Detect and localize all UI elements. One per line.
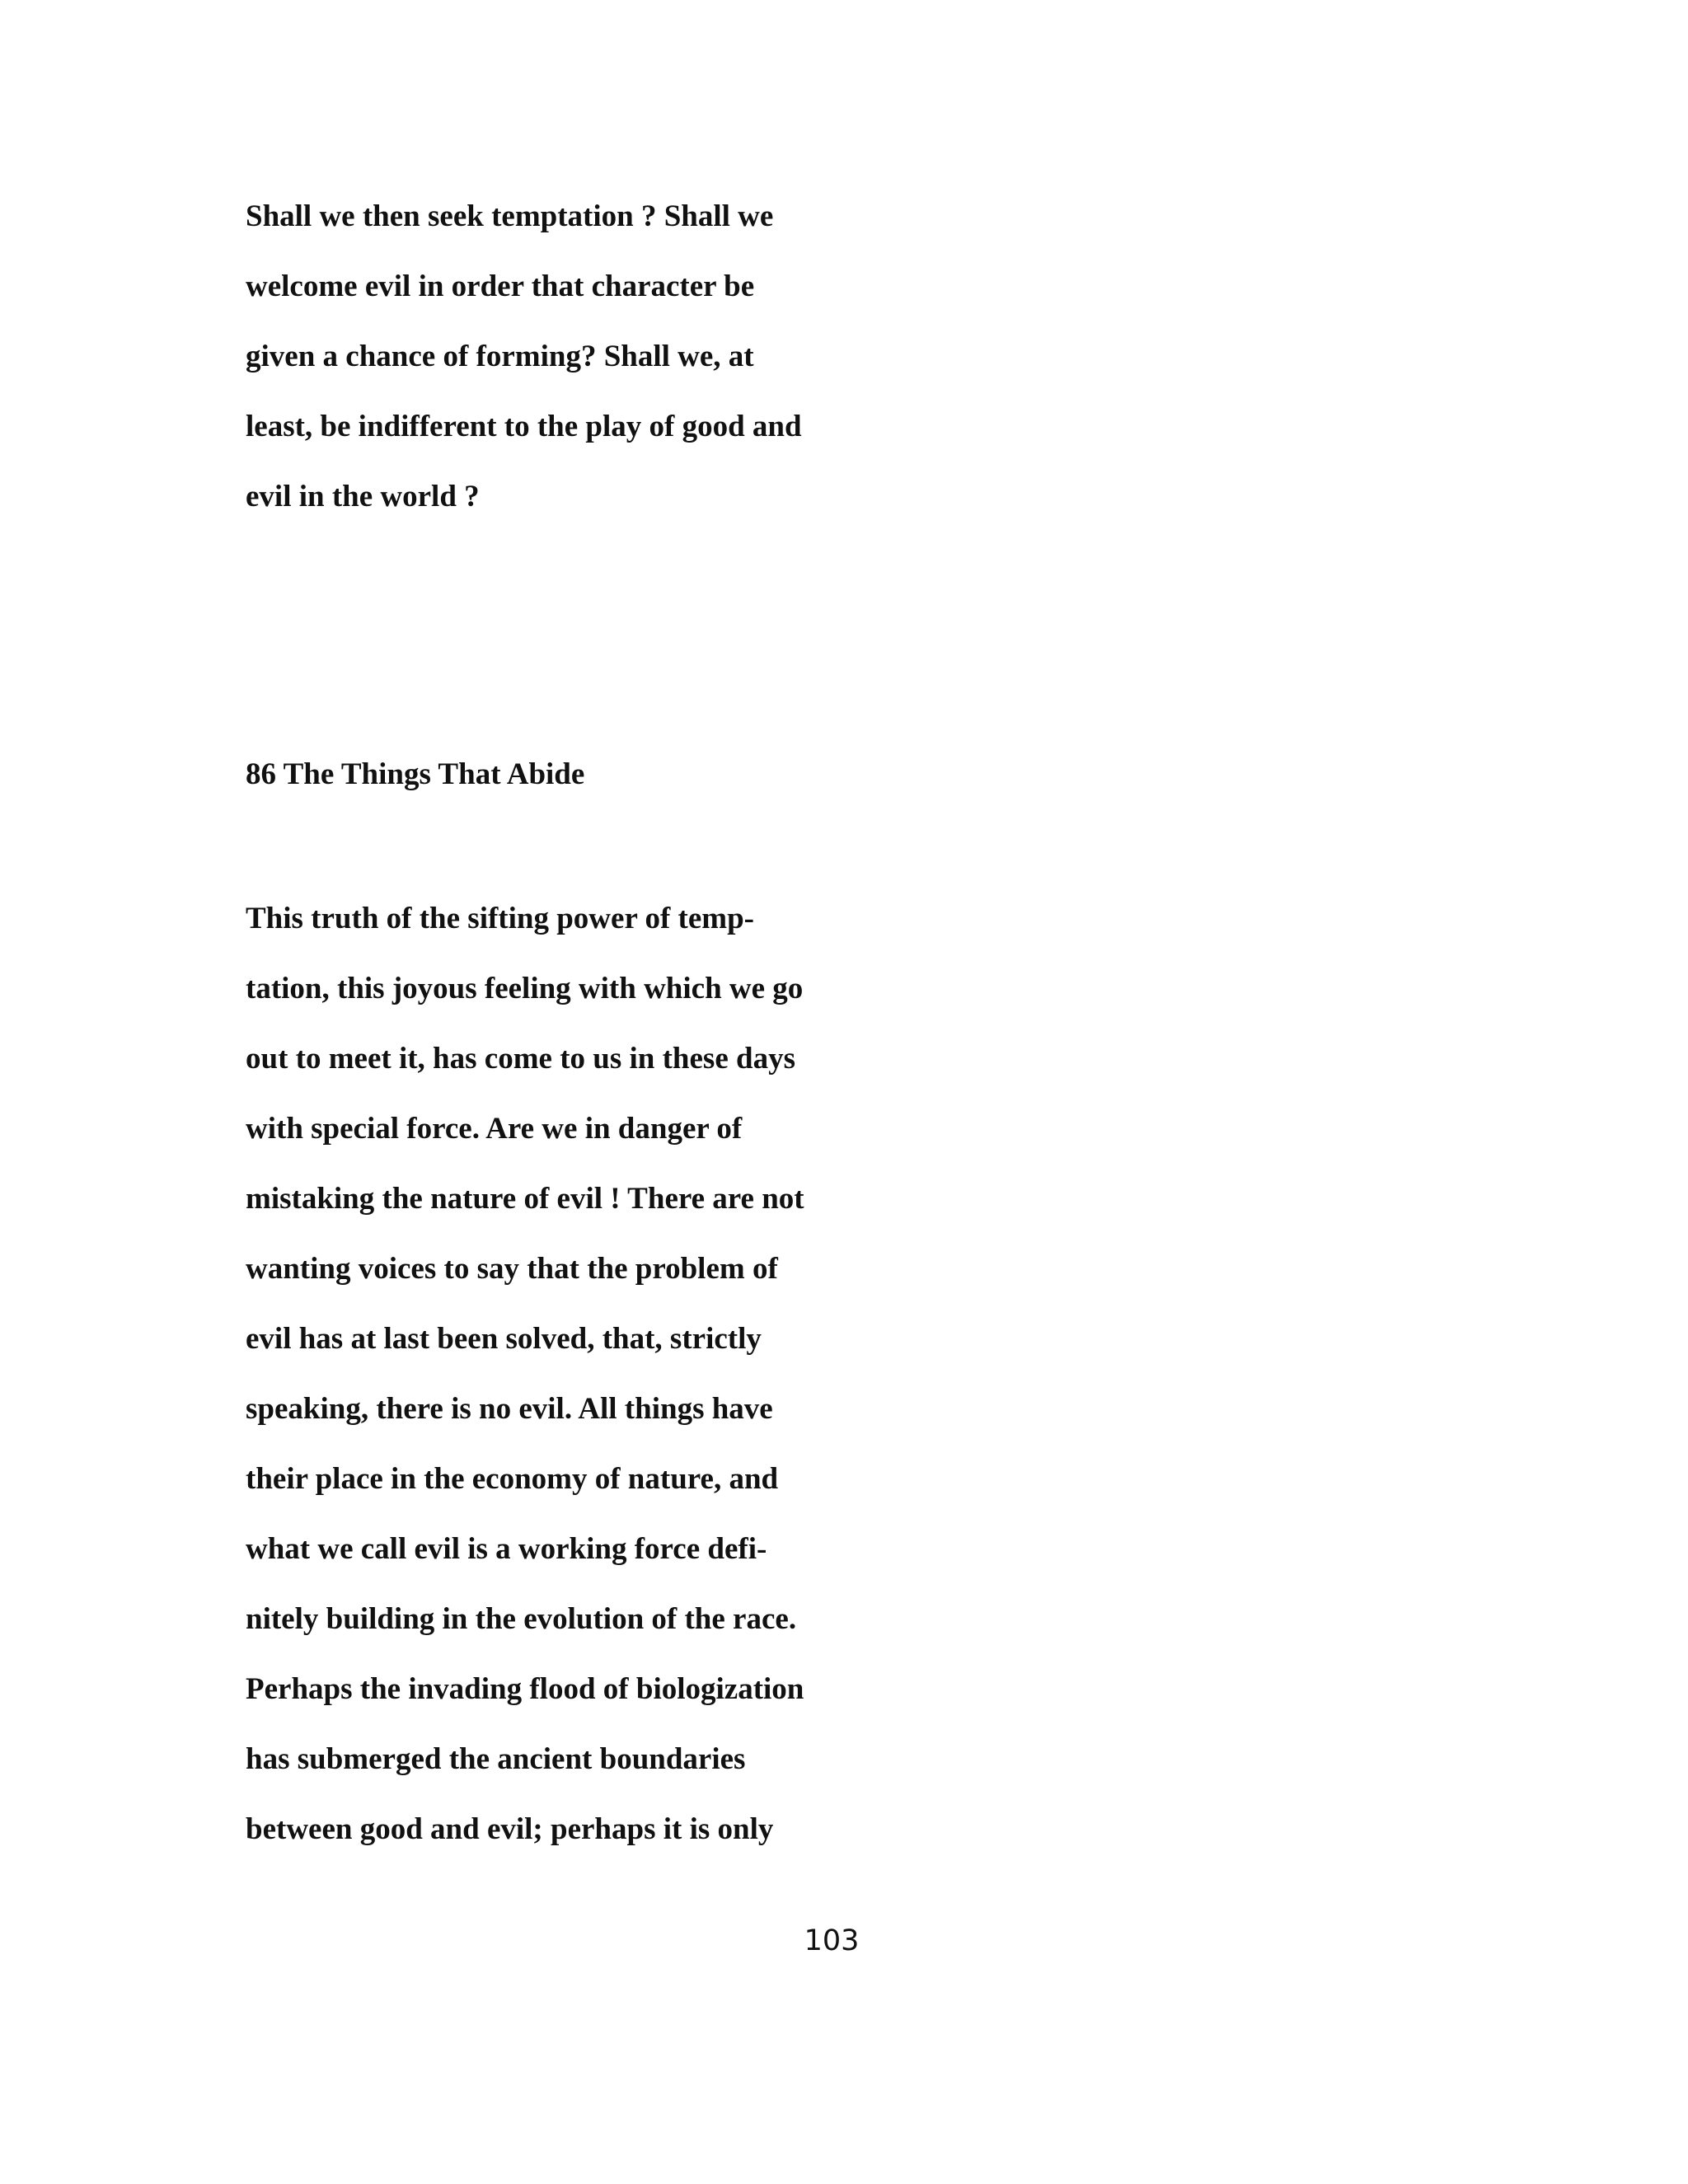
section-heading — [246, 739, 584, 809]
paragraph-line: mistaking the nature of evil ! There are not — [246, 1182, 804, 1216]
paragraph-line: Perhaps the invading flood of biologization — [246, 1672, 804, 1706]
paragraph-line: given a chance of forming? Shall we, at — [246, 340, 754, 373]
section-heading-text: 86 The Things That Abide — [246, 757, 585, 791]
page-number: 103 — [804, 1924, 860, 1957]
paragraph-line: nitely building in the evolution of the race. — [246, 1602, 797, 1636]
paragraph-line: wanting voices to say that the problem of — [246, 1252, 778, 1286]
paragraph-line: evil has at last been solved, that, strictly — [246, 1322, 762, 1356]
paragraph-line: welcome evil in order that character be — [246, 269, 755, 303]
paragraph-line: This truth of the sifting power of temp- — [246, 902, 754, 935]
paragraph-line: Shall we then seek temptation ? Shall we — [246, 199, 774, 233]
paragraph-2 — [246, 883, 804, 1864]
paragraph-line: what we call evil is a working force defi- — [246, 1532, 767, 1566]
paragraph-1 — [246, 181, 802, 532]
paragraph-line: with special force. Are we in danger of — [246, 1112, 743, 1146]
paragraph-line: their place in the economy of nature, and — [246, 1462, 779, 1496]
paragraph-line: between good and evil; perhaps it is only — [246, 1812, 774, 1846]
paragraph-line: has submerged the ancient boundaries — [246, 1742, 746, 1776]
paragraph-line: out to meet it, has come to us in these days — [246, 1042, 795, 1076]
paragraph-line: tation, this joyous feeling with which we go — [246, 972, 804, 1005]
paragraph-line: least, be indifferent to the play of good and — [246, 410, 802, 443]
paragraph-line: speaking, there is no evil. All things have — [246, 1392, 773, 1426]
paragraph-line: evil in the world ? — [246, 480, 480, 513]
